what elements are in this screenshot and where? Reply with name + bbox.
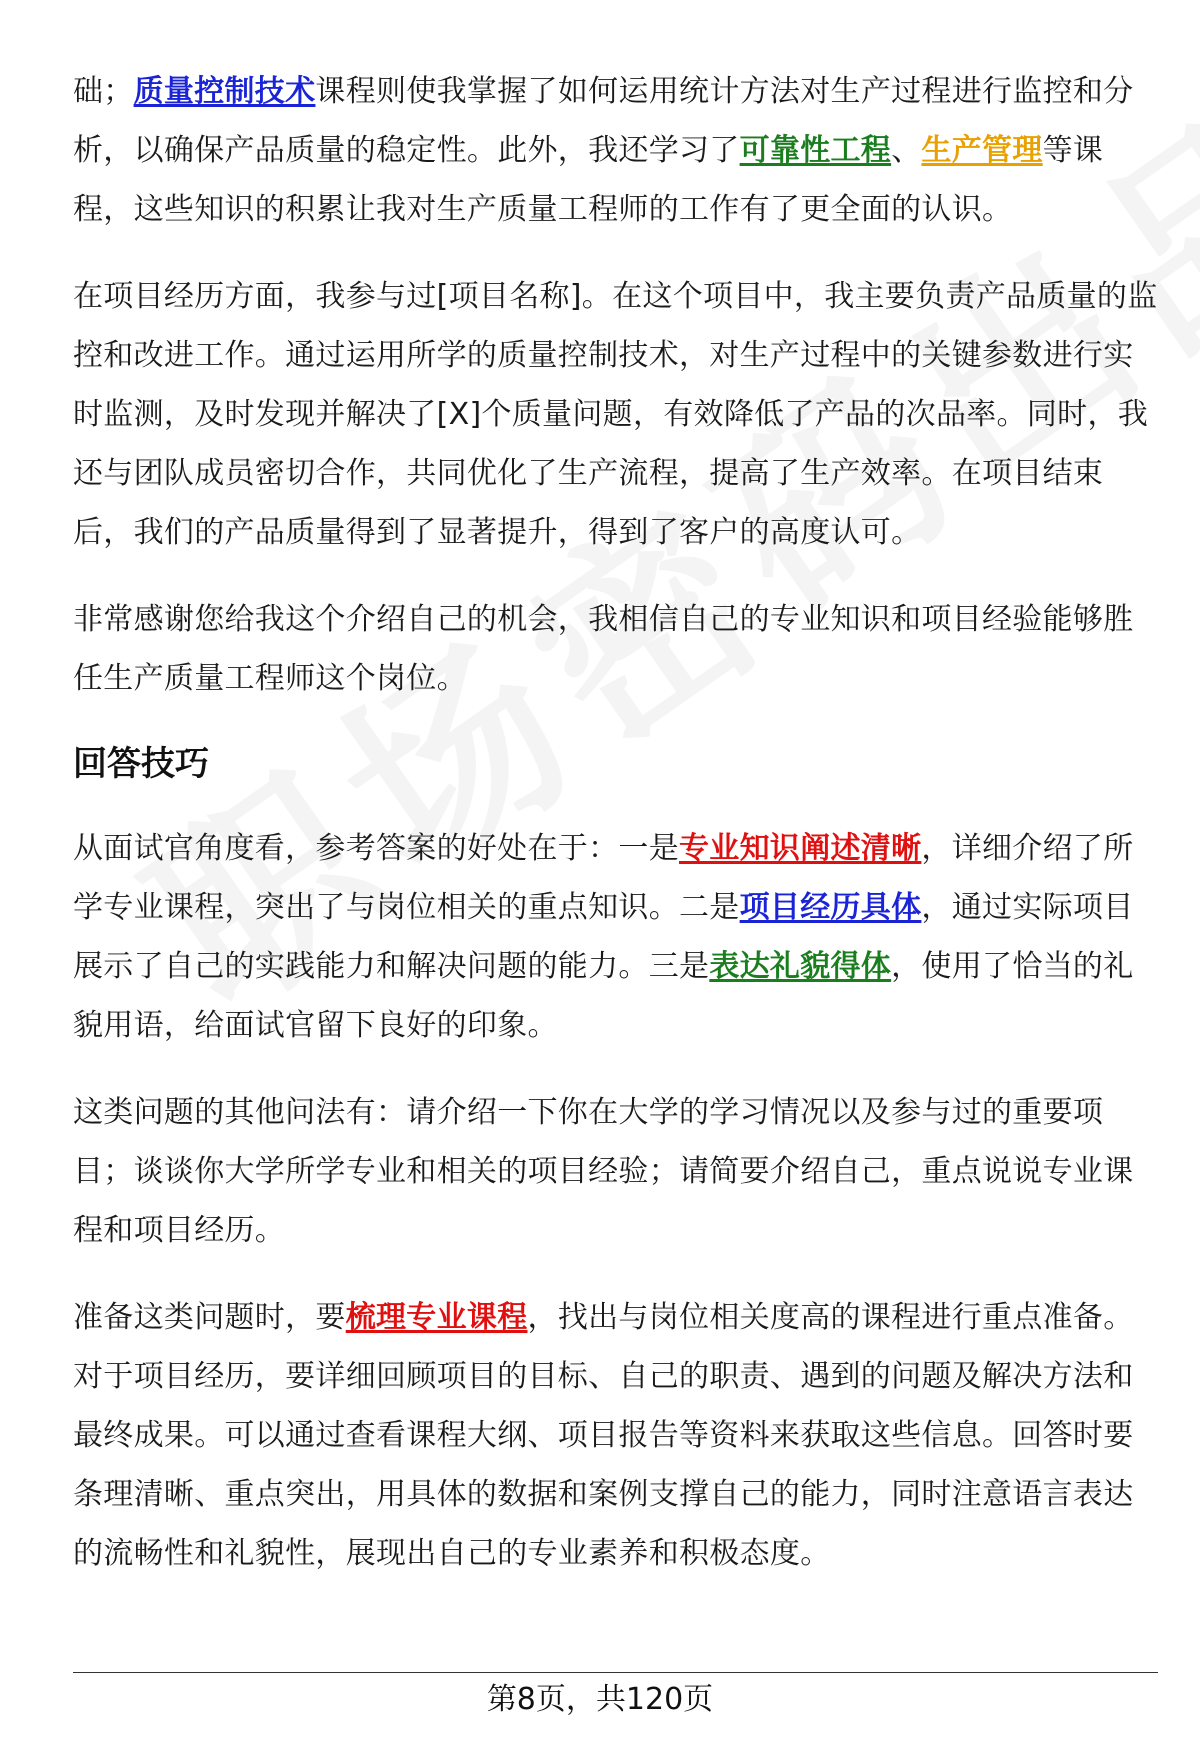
tips-paragraph: [73, 1083, 1158, 1260]
text-run: 础；: [73, 74, 134, 109]
intro-paragraph: [73, 267, 1158, 562]
text-run: 非常感谢您给我这个介绍自己的机会，我相信自己的专业知识和项目经验能够胜任生产质量工程师这个岗位。: [73, 602, 1134, 696]
highlight-term: 梳理专业课程: [345, 1300, 528, 1335]
text-run: 这类问题的其他问法有：请介绍一下你在大学的学习情况以及参与过的重要项目；谈谈你大学所学专业和相关的项目经验；请简要介绍自己，重点说说专业课程和项目经历。: [73, 1095, 1134, 1248]
text-run: 、: [891, 133, 922, 168]
intro-section: [73, 62, 1158, 708]
text-run: 在项目经历方面，我参与过[项目名称]。在这个项目中，我主要负责产品质量的监控和改进工作。通过运用所学的质量控制技术，对生产过程中的关键参数进行实时监测，及时发现并解决了[X]个质量问题，有效降低了产品的次品率。同时，我还与团队成员密切合作，共同优化了生产流程，提高了生产效率。在项目结束后，我们的产品质量得到了显著提升，得到了客户的高度认可。: [73, 279, 1158, 550]
tips-paragraph: [73, 1288, 1158, 1583]
highlight-term: 表达礼貌得体: [709, 949, 892, 984]
text-run: 从面试官角度看，参考答案的好处在于：一是: [73, 831, 679, 866]
intro-paragraph: [73, 62, 1158, 239]
intro-paragraph: [73, 590, 1158, 708]
tips-section: [73, 819, 1158, 1583]
page-content: [73, 62, 1158, 1583]
highlight-term: 生产管理: [921, 133, 1043, 168]
page-footer: 第8页，共120页: [486, 1682, 714, 1717]
tips-paragraph: [73, 819, 1158, 1055]
highlight-term: 专业知识阐述清晰: [679, 831, 922, 866]
text-run: ，通过实际项目展示了自己的实践能力和解决问题的能力。三是: [73, 890, 1134, 984]
text-run: 课程则使我掌握了如何运用统计方法对生产过程进行监控和分析，以确保产品质量的稳定性。此外，我还学习了: [73, 74, 1134, 168]
text-run: 准备这类问题时，要: [73, 1300, 346, 1335]
footer-divider: [73, 1672, 1158, 1673]
highlight-term: 可靠性工程: [739, 133, 892, 168]
text-run: 等课程，这些知识的积累让我对生产质量工程师的工作有了更全面的认识。: [73, 133, 1104, 227]
text-run: ，使用了恰当的礼貌用语，给面试官留下良好的印象。: [73, 949, 1134, 1043]
section-title: 回答技巧: [73, 744, 209, 784]
text-run: ，详细介绍了所学专业课程，突出了与岗位相关的重点知识。二是: [73, 831, 1134, 925]
highlight-term: 项目经历具体: [739, 890, 922, 925]
text-run: ，找出与岗位相关度高的课程进行重点准备。对于项目经历，要详细回顾项目的目标、自己的职责、遇到的问题及解决方法和最终成果。可以通过查看课程大纲、项目报告等资料来获取这些信息。回答时要条理清晰、重点突出，用具体的数据和案例支撑自己的能力，同时注意语言表达的流畅性和礼貌性，展现出自己的专业素养和积极态度。: [73, 1300, 1134, 1571]
highlight-term: 质量控制技术: [133, 74, 316, 109]
